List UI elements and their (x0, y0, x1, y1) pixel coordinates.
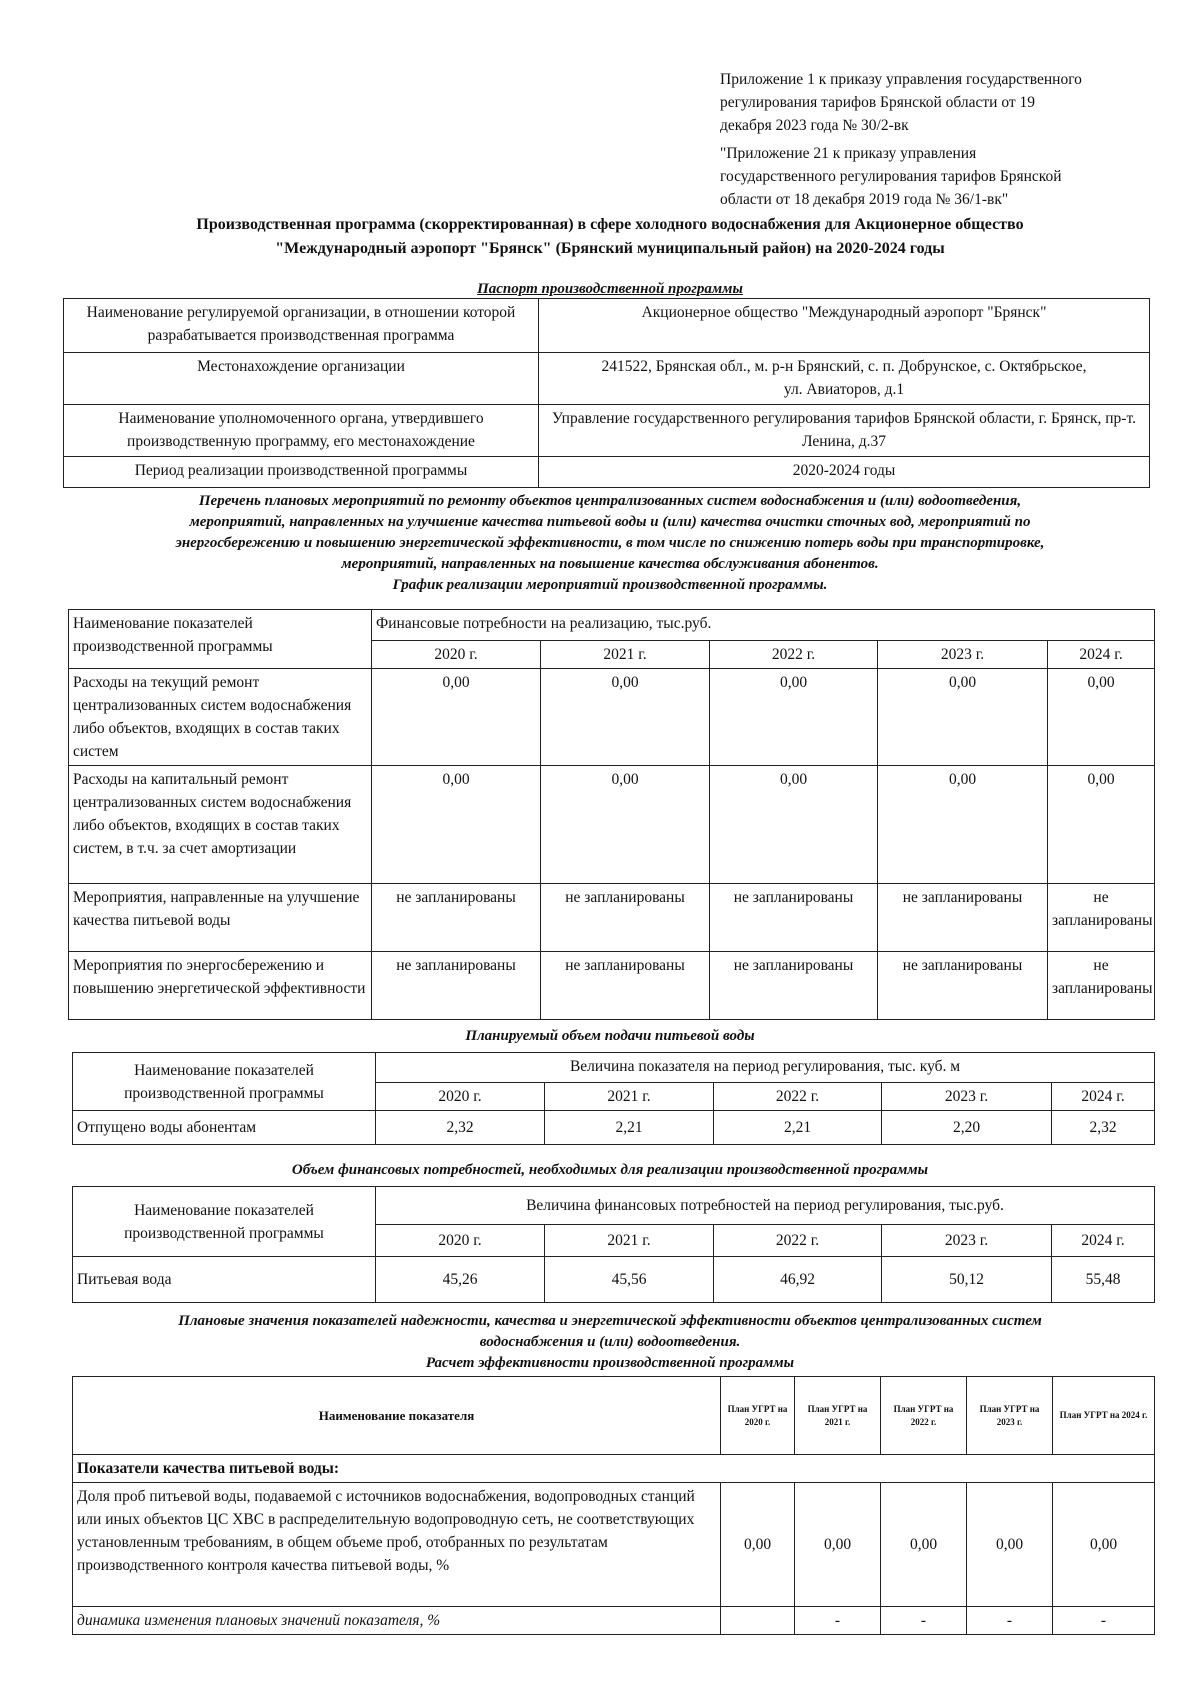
row-name: Мероприятия по энергосбережению и повышению энергетической эффективности (69, 952, 372, 1020)
appendix-line: регулирования тарифов Брянской области от 19 (720, 94, 1036, 111)
supply-heading: Планируемый объем подачи питьевой воды (465, 1028, 755, 1044)
supply-col-header: Наименование показателей производственной программы (73, 1053, 376, 1111)
plan-header: План УГРТ на 2024 г. (1053, 1377, 1155, 1455)
row-name: динамика изменения плановых значений показателя, % (73, 1607, 721, 1635)
measures-heading-line: мероприятий, направленных на улучшение качества питьевой воды и (или) качества очистки сточных вод, мероприятий по (189, 514, 1031, 530)
year-header: 2024 г. (1048, 641, 1155, 669)
title-line: Производственная программа (скорректированная) в сфере холодного водоснабжения для Акционерное общество (196, 216, 1024, 233)
appendix-line: декабря 2023 года № 30/2-вк (720, 117, 909, 134)
appendix-line: области от 18 декабря 2019 года № 36/1-вк" (720, 191, 1009, 208)
cell-value: - (795, 1607, 881, 1635)
table-row (69, 884, 1155, 952)
measures-heading-line: энергосбережению и повышению энергетической эффективности, в том числе по снижению потерь воды при транспортировке, (175, 535, 1045, 551)
cell-value: 0,00 (710, 669, 878, 766)
supply-group-header: Величина показателя на период регулирования, тыс. куб. м (376, 1053, 1155, 1083)
year-header: 2020 г. (372, 641, 541, 669)
year-header: 2022 г. (714, 1225, 882, 1257)
cell-value: не запланированы (878, 884, 1048, 952)
finance-group-header: Величина финансовых потребностей на период регулирования, тыс.руб. (376, 1187, 1155, 1225)
year-header: 2021 г. (545, 1083, 714, 1111)
supply-header-row (73, 1053, 1155, 1083)
measures-heading-line: Перечень плановых мероприятий по ремонту объектов централизованных систем водоснабжения и (или) водоотведения, (198, 493, 1022, 509)
passport-table (63, 298, 1150, 488)
measures-header-row (69, 610, 1155, 641)
plan-header: План УГРТ на 2020 г. (721, 1377, 795, 1455)
cell-value: 2,20 (882, 1111, 1052, 1145)
year-header: 2021 г. (545, 1225, 714, 1257)
efficiency-header-row (73, 1377, 1155, 1455)
table-row (69, 952, 1155, 1020)
efficiency-heading (55, 1311, 1165, 1374)
passport-value: Акционерное общество "Международный аэропорт "Брянск" (539, 299, 1150, 353)
table-row (73, 1111, 1155, 1145)
cell-value: 0,00 (795, 1483, 881, 1607)
table-row (73, 1607, 1155, 1635)
efficiency-table (72, 1376, 1155, 1635)
row-name: Расходы на текущий ремонт централизованных систем водоснабжения либо объектов, входящих в состав таких систем (69, 669, 372, 766)
passport-row (64, 405, 1150, 457)
table-row (69, 766, 1155, 884)
year-header: 2020 г. (376, 1225, 545, 1257)
cell-value: не запланированы (541, 884, 710, 952)
finance-heading: Объем финансовых потребностей, необходимых для реализации производственной программы (291, 1162, 929, 1178)
cell-value: 55,48 (1052, 1257, 1155, 1303)
cell-value: - (881, 1607, 967, 1635)
cell-value: не запланированы (372, 952, 541, 1020)
cell-value: не запланированы (372, 884, 541, 952)
plan-header: План УГРТ на 2022 г. (881, 1377, 967, 1455)
measures-table (68, 609, 1155, 1020)
supply-table (72, 1052, 1155, 1145)
appendix-line: государственного регулирования тарифов Брянской (720, 168, 1062, 185)
table-row (73, 1257, 1155, 1303)
efficiency-col-header: Наименование показателя (73, 1377, 721, 1455)
cell-value: 0,00 (881, 1483, 967, 1607)
row-name: Отпущено воды абонентам (73, 1111, 376, 1145)
section-row (73, 1455, 1155, 1483)
cell-value: - (967, 1607, 1053, 1635)
cell-value: 0,00 (878, 669, 1048, 766)
row-name: Питьевая вода (73, 1257, 376, 1303)
year-header: 2023 г. (878, 641, 1048, 669)
appendix-line: Приложение 1 к приказу управления государственного (720, 71, 1082, 88)
passport-value: Управление государственного регулирования тарифов Брянской области, г. Брянск, пр-т. Ленина, д.37 (539, 405, 1150, 457)
cell-value (721, 1607, 795, 1635)
cell-value: 0,00 (372, 669, 541, 766)
passport-row (64, 299, 1150, 353)
table-row (73, 1483, 1155, 1607)
year-header: 2022 г. (714, 1083, 882, 1111)
year-header: 2020 г. (376, 1083, 545, 1111)
year-header: 2024 г. (1052, 1225, 1155, 1257)
cell-value: 50,12 (882, 1257, 1052, 1303)
passport-label: Период реализации производственной программы (64, 457, 539, 488)
finance-header-row (73, 1187, 1155, 1225)
cell-value: 0,00 (1048, 669, 1155, 766)
measures-heading-line: мероприятий, направленных на повышение качества обслуживания абонентов. (341, 556, 879, 572)
appendix-21-note (720, 142, 1140, 211)
measures-group-header: Финансовые потребности на реализацию, тыс.руб. (372, 610, 1155, 641)
row-name: Доля проб питьевой воды, подаваемой с источников водоснабжения, водопроводных станций или иных объектов ЦС ХВС в распределительную водопроводную сеть, не соответствующих установленным требованиям, в общем объеме проб, отобранных по результатам производственного контроля качества питьевой воды, % (73, 1483, 721, 1607)
cell-value: 0,00 (541, 669, 710, 766)
cell-value: 2,21 (714, 1111, 882, 1145)
cell-value: 2,32 (1052, 1111, 1155, 1145)
row-name: Расходы на капитальный ремонт централизованных систем водоснабжения либо объектов, входящих в состав таких систем, в т.ч. за счет амортизации (69, 766, 372, 884)
cell-value: 45,26 (376, 1257, 545, 1303)
cell-value: 0,00 (710, 766, 878, 884)
cell-value: 0,00 (541, 766, 710, 884)
cell-value: 45,56 (545, 1257, 714, 1303)
appendix-line: "Приложение 21 к приказу управления (720, 145, 977, 162)
passport-value: 2020-2024 годы (539, 457, 1150, 488)
year-header: 2023 г. (882, 1083, 1052, 1111)
year-header: 2024 г. (1052, 1083, 1155, 1111)
measures-col-header: Наименование показателей производственной программы (69, 610, 372, 669)
passport-label: Местонахождение организации (64, 353, 539, 405)
title-line: "Международный аэропорт "Брянск" (Брянский муниципальный район) на 2020-2024 годы (275, 240, 945, 257)
appendix-1-note (720, 68, 1140, 137)
plan-header: План УГРТ на 2023 г. (967, 1377, 1053, 1455)
finance-col-header: Наименование показателей производственной программы (73, 1187, 376, 1257)
table-row (69, 669, 1155, 766)
passport-heading: Паспорт производственной программы (477, 281, 743, 297)
plan-header: План УГРТ на 2021 г. (795, 1377, 881, 1455)
cell-value: 0,00 (372, 766, 541, 884)
cell-value: не запланированы (710, 884, 878, 952)
row-name: Мероприятия, направленные на улучшение качества питьевой воды (69, 884, 372, 952)
year-header: 2023 г. (882, 1225, 1052, 1257)
measures-heading (55, 491, 1165, 596)
cell-value: - (1053, 1607, 1155, 1635)
cell-value: 0,00 (967, 1483, 1053, 1607)
passport-row (64, 353, 1150, 405)
cell-value: не запланированы (541, 952, 710, 1020)
cell-value: не запланированы (1048, 884, 1155, 952)
cell-value: 0,00 (878, 766, 1048, 884)
efficiency-heading-line: Плановые значения показателей надежности, качества и энергетической эффективности объектов централизованных систем (178, 1313, 1042, 1329)
cell-value: 0,00 (1053, 1483, 1155, 1607)
passport-value: 241522, Брянская обл., м. р-н Брянский, с. п. Добрунское, с. Октябрьское, ул. Авиаторов, д.1 (539, 353, 1150, 405)
cell-value: 46,92 (714, 1257, 882, 1303)
cell-value: не запланированы (1048, 952, 1155, 1020)
cell-value: 0,00 (1048, 766, 1155, 884)
cell-value: 0,00 (721, 1483, 795, 1607)
cell-value: не запланированы (710, 952, 878, 1020)
efficiency-subheading: Расчет эффективности производственной программы (425, 1355, 795, 1371)
year-header: 2022 г. (710, 641, 878, 669)
finance-table (72, 1186, 1155, 1303)
cell-value: не запланированы (878, 952, 1048, 1020)
document-title (60, 213, 1160, 261)
passport-label: Наименование уполномоченного органа, утвердившего производственную программу, его местонахождение (64, 405, 539, 457)
measures-subheading: График реализации мероприятий производственной программы. (392, 577, 828, 593)
year-header: 2021 г. (541, 641, 710, 669)
passport-row (64, 457, 1150, 488)
cell-value: 2,32 (376, 1111, 545, 1145)
efficiency-heading-line: водоснабжения и (или) водоотведения. (479, 1334, 741, 1350)
section-label: Показатели качества питьевой воды: (73, 1455, 1155, 1483)
passport-label: Наименование регулируемой организации, в отношении которой разрабатывается производственная программа (64, 299, 539, 353)
cell-value: 2,21 (545, 1111, 714, 1145)
